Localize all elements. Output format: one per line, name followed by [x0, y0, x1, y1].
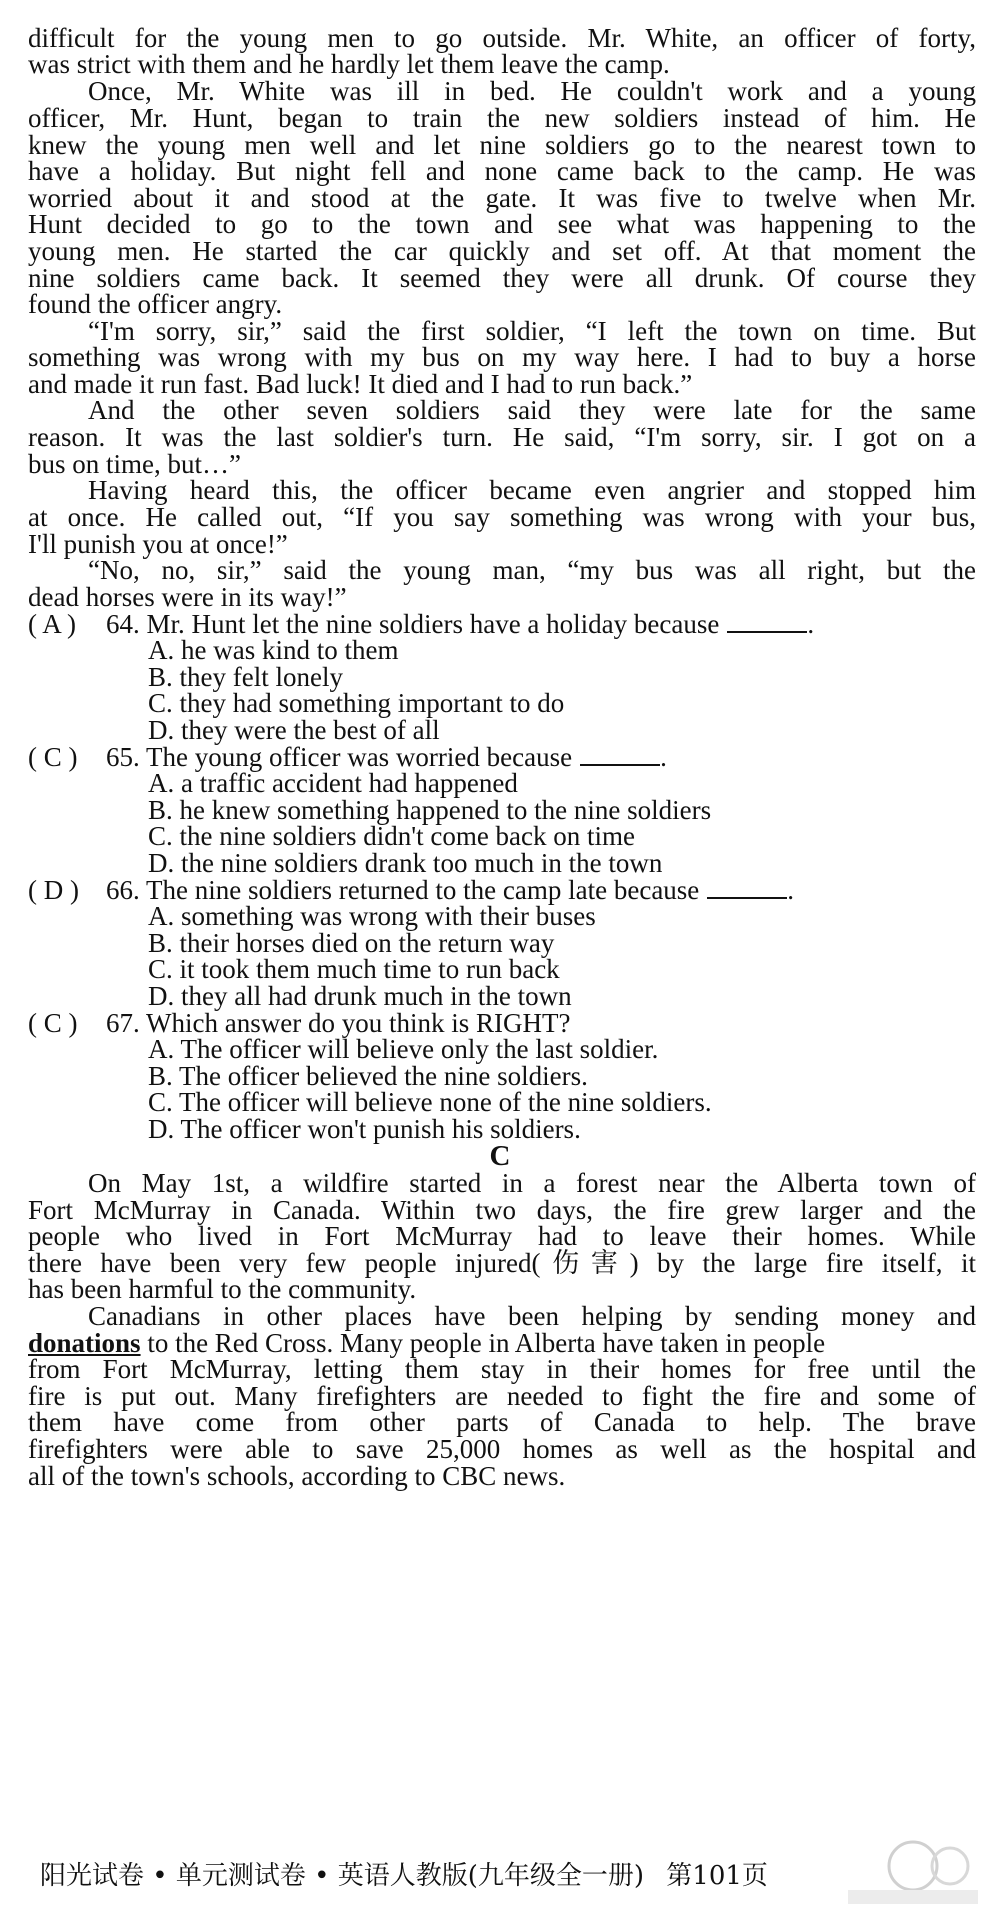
- option-d: D. they were the best of all: [148, 715, 440, 745]
- passage-text: to the Red Cross. Many people in Alberta have taken in people: [140, 1328, 826, 1358]
- passage-line: Having heard this, the officer became even angrier and stopped him: [88, 475, 976, 505]
- question-stem: 67. Which answer do you think is RIGHT?: [106, 1008, 571, 1038]
- passage-line: from Fort McMurray, letting them stay in their homes for free until the: [28, 1354, 976, 1384]
- section-heading: C: [489, 1140, 511, 1172]
- passage-line: dead horses were in its way!”: [28, 582, 347, 612]
- question-end: .: [787, 875, 795, 905]
- passage-line: have a holiday. But night fell and none came back to the camp. He was: [28, 156, 976, 186]
- answer-mark: ( D ): [28, 875, 79, 905]
- passage-line: fire is put out. Many firefighters are needed to fight the fire and some of: [28, 1381, 976, 1411]
- passage-line: at once. He called out, “If you say something was wrong with your bus,: [28, 502, 976, 532]
- passage-line: young men. He started the car quickly and set off. At that moment the: [28, 236, 976, 266]
- passage-line: them have come from other parts of Canada to help. The brave: [28, 1407, 976, 1437]
- question-end: .: [807, 609, 815, 639]
- answer-blank[interactable]: [580, 742, 660, 766]
- passage-line: was strict with them and he hardly let them leave the camp.: [28, 49, 670, 79]
- option-a: A. The officer will believe only the last soldier.: [148, 1034, 659, 1064]
- answer-blank[interactable]: [727, 609, 807, 633]
- option-b: B. The officer believed the nine soldiers.: [148, 1061, 588, 1091]
- passage-line: knew the young men well and let nine soldiers go to the nearest town to: [28, 130, 976, 160]
- passage-line: something was wrong with my bus on my way here. I had to buy a horse: [28, 342, 976, 372]
- passage-line: On May 1st, a wildfire started in a forest near the Alberta town of: [88, 1168, 976, 1198]
- passage-line: Fort McMurray in Canada. Within two days, the fire grew larger and the: [28, 1195, 976, 1225]
- keyword-donations: donations: [28, 1328, 141, 1358]
- option-a: A. something was wrong with their buses: [148, 901, 596, 931]
- answer-mark: ( C ): [28, 742, 78, 772]
- option-c: C. they had something important to do: [148, 688, 565, 718]
- passage-line: worried about it and stood at the gate. It was five to twelve when Mr.: [28, 183, 976, 213]
- passage-line: all of the town's schools, according to CBC news.: [28, 1461, 566, 1491]
- passage-line: people who lived in Fort McMurray had to leave their homes. While: [28, 1221, 976, 1251]
- option-d: D. they all had drunk much in the town: [148, 981, 572, 1011]
- passage-line: Hunt decided to go to the town and see what was happening to the: [28, 209, 976, 239]
- page-footer: [40, 1860, 960, 1892]
- passage-line: bus on time, but…”: [28, 449, 241, 479]
- passage-line: nine soldiers came back. It seemed they were all drunk. Of course they: [28, 263, 976, 293]
- question-stem: 66. The nine soldiers returned to the camp late because: [106, 875, 700, 905]
- question-stem: 64. Mr. Hunt let the nine soldiers have a holiday because: [106, 609, 720, 639]
- answer-blank[interactable]: [707, 875, 787, 899]
- question-stem: 65. The young officer was worried because: [106, 742, 573, 772]
- footer-title: 阳光试卷 • 单元测试卷 • 英语人教版(九年级全一册): [40, 1861, 645, 1891]
- question-end: .: [660, 742, 667, 772]
- option-b: B. their horses died on the return way: [148, 928, 555, 958]
- passage-line: difficult for the young men to go outside. Mr. White, an officer of forty,: [28, 23, 976, 53]
- passage-line: found the officer angry.: [28, 289, 283, 319]
- passage-line: firefighters were able to save 25,000 homes as well as the hospital and: [28, 1434, 976, 1464]
- passage-line: And the other seven soldiers said they were late for the same: [88, 395, 976, 425]
- passage-line: reason. It was the last soldier's turn. He said, “I'm sorry, sir. I got on a: [28, 422, 976, 452]
- watermark-seal: [838, 1838, 988, 1908]
- passage-line: “I'm sorry, sir,” said the first soldier, “I left the town on time. But: [88, 316, 976, 346]
- option-c: C. it took them much time to run back: [148, 954, 560, 984]
- passage-line: there have been very few people injured(伤害) by the large fire itself, it: [28, 1248, 976, 1278]
- option-c: C. The officer will believe none of the nine soldiers.: [148, 1087, 712, 1117]
- passage-line: officer, Mr. Hunt, began to train the new soldiers instead of him. He: [28, 103, 976, 133]
- page-number: 第101页: [666, 1861, 768, 1891]
- passage-line: Once, Mr. White was ill in bed. He couldn't work and a young: [88, 76, 976, 106]
- option-a: A. he was kind to them: [148, 635, 399, 665]
- option-c: C. the nine soldiers didn't come back on time: [148, 821, 636, 851]
- option-b: B. he knew something happened to the nine soldiers: [148, 795, 712, 825]
- passage-line: and made it run fast. Bad luck! It died and I had to run back.”: [28, 369, 693, 399]
- option-d: D. the nine soldiers drank too much in the town: [148, 848, 663, 878]
- passage-line: I'll punish you at once!”: [28, 529, 288, 559]
- passage-line: “No, no, sir,” said the young man, “my bus was all right, but the: [88, 555, 976, 585]
- answer-mark: ( C ): [28, 1008, 78, 1038]
- option-d: D. The officer won't punish his soldiers.: [148, 1114, 581, 1144]
- passage-line: has been harmful to the community.: [28, 1274, 417, 1304]
- option-a: A. a traffic accident had happened: [148, 768, 518, 798]
- answer-mark: ( A ): [28, 609, 77, 639]
- option-b: B. they felt lonely: [148, 662, 343, 692]
- passage-line: Canadians in other places have been helping by sending money and: [88, 1301, 976, 1331]
